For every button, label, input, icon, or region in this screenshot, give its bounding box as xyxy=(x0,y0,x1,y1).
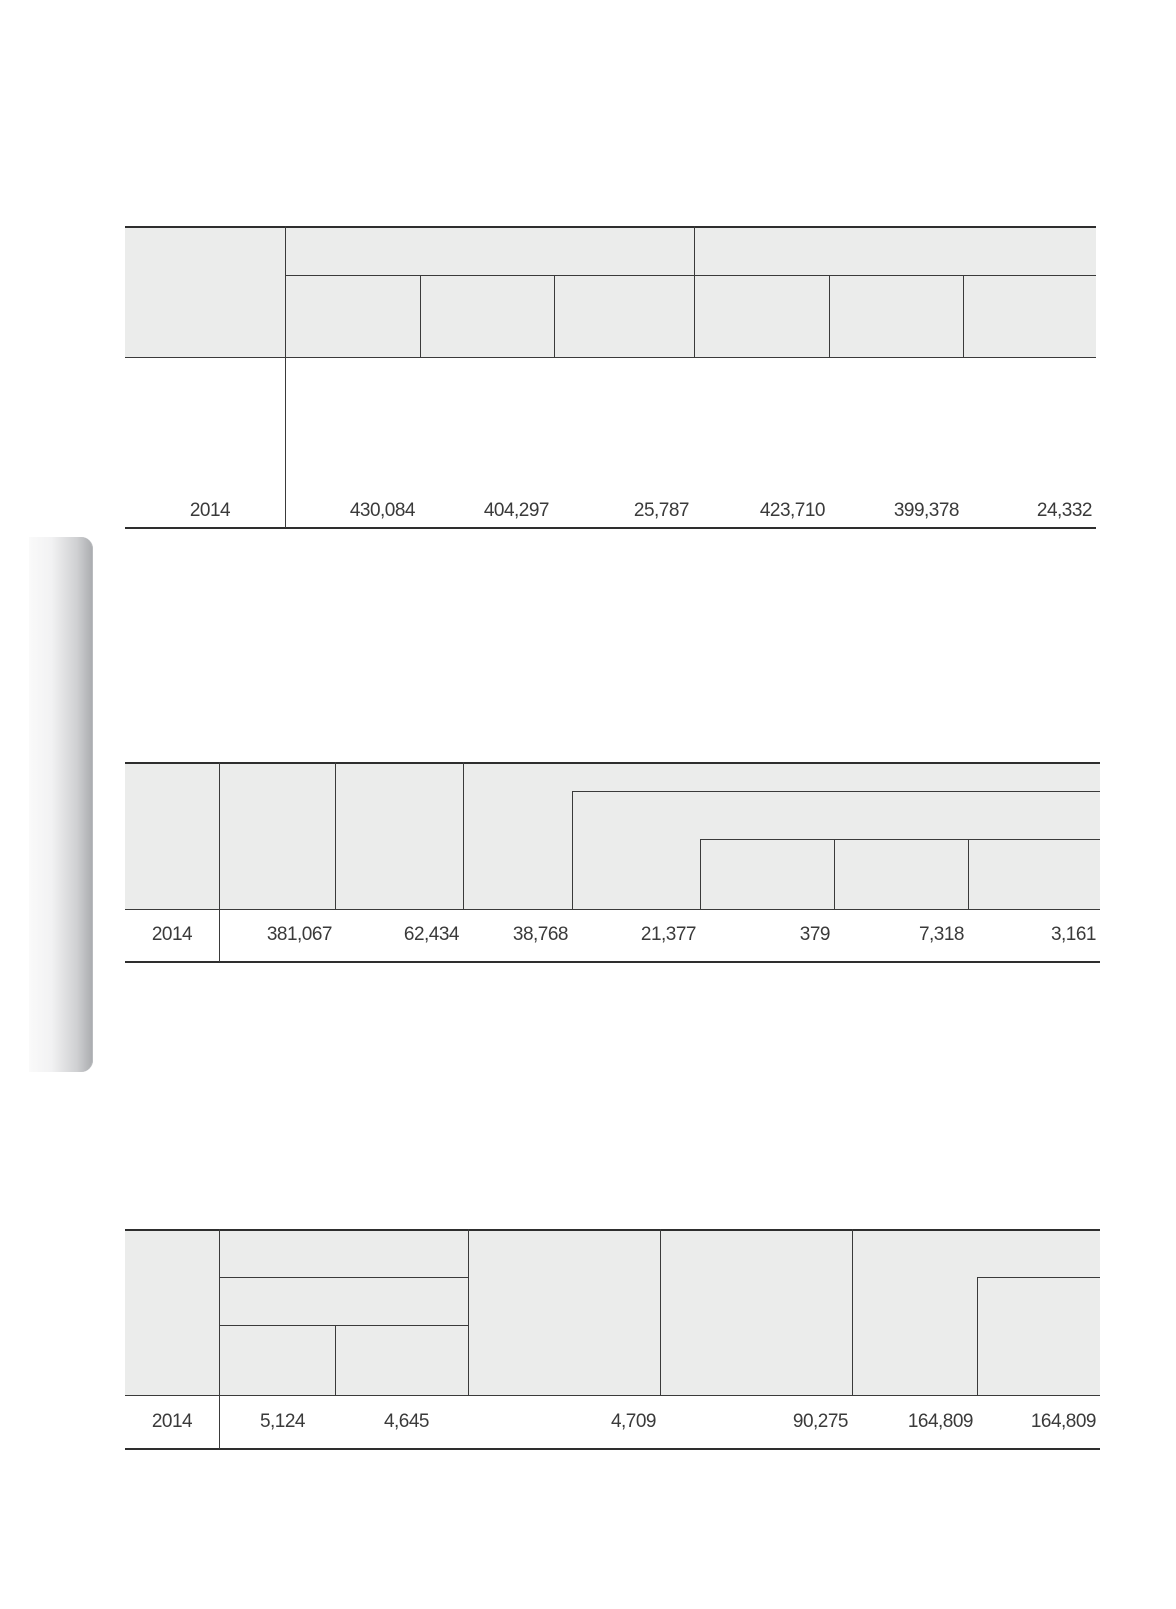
table-2-header-bottom-rule xyxy=(125,909,1100,910)
table-1-col-divider xyxy=(963,275,964,357)
table-2-subheader-rule xyxy=(572,791,1100,792)
table-2-value: 38,768 xyxy=(512,924,568,945)
table-1-value: 25,787 xyxy=(633,500,689,521)
table-3-col-divider xyxy=(852,1229,853,1395)
table-1-value: 24,332 xyxy=(1036,500,1092,521)
table-3-value: 5,124 xyxy=(259,1411,305,1432)
table-3-value: 90,275 xyxy=(792,1411,848,1432)
table-1-value: 399,378 xyxy=(893,500,959,521)
table-1-value: 430,084 xyxy=(349,500,415,521)
table-2-value: 379 xyxy=(799,924,830,945)
table-2-year: 2014 xyxy=(151,924,193,945)
table-2-stub-divider xyxy=(219,762,220,962)
table-1 xyxy=(125,226,1096,530)
table-1-top-rule xyxy=(125,226,1096,228)
table-2-value: 7,318 xyxy=(918,924,964,945)
table-2-col-divider xyxy=(834,839,835,909)
table-3-bottom-rule xyxy=(125,1448,1100,1450)
table-3-top-rule xyxy=(125,1229,1100,1231)
table-2-top-rule xyxy=(125,762,1100,764)
table-2-value: 62,434 xyxy=(403,924,459,945)
table-3-col-divider xyxy=(660,1229,661,1395)
table-1-subheader-rule xyxy=(285,275,1096,276)
table-3-header xyxy=(125,1229,1100,1395)
table-2-col-divider xyxy=(700,839,701,909)
table-2-value: 381,067 xyxy=(266,924,332,945)
table-3-subheader-rule xyxy=(219,1325,468,1326)
table-2 xyxy=(125,762,1100,964)
table-1-value: 404,297 xyxy=(483,500,549,521)
table-3-header-bottom-rule xyxy=(125,1395,1100,1396)
table-2-subheader-rule xyxy=(700,839,1100,840)
table-3-value: 164,809 xyxy=(1030,1411,1096,1432)
table-2-value: 21,377 xyxy=(640,924,696,945)
table-3-stub-divider xyxy=(219,1229,220,1449)
table-2-header xyxy=(125,762,1100,909)
table-3-year: 2014 xyxy=(151,1411,193,1432)
table-1-header xyxy=(125,226,1096,357)
side-chapter-tab xyxy=(29,537,93,1072)
table-3 xyxy=(125,1229,1100,1451)
table-1-stub-divider xyxy=(285,226,286,528)
table-1-bottom-rule xyxy=(125,527,1096,529)
table-1-header-bottom-rule xyxy=(125,357,1096,358)
table-2-col-divider xyxy=(463,762,464,909)
table-3-col-divider xyxy=(977,1277,978,1395)
table-1-value: 423,710 xyxy=(759,500,825,521)
table-1-year: 2014 xyxy=(189,500,231,521)
table-3-value: 164,809 xyxy=(907,1411,973,1432)
table-2-bottom-rule xyxy=(125,961,1100,963)
table-1-col-divider xyxy=(829,275,830,357)
table-3-value: 4,645 xyxy=(383,1411,429,1432)
table-1-col-divider xyxy=(554,275,555,357)
table-2-col-divider xyxy=(572,791,573,909)
table-3-col-divider xyxy=(335,1325,336,1395)
table-1-col-divider xyxy=(420,275,421,357)
table-3-subheader-rule xyxy=(219,1277,468,1278)
table-3-value: 4,709 xyxy=(610,1411,656,1432)
table-2-col-divider xyxy=(335,762,336,909)
table-2-value: 3,161 xyxy=(1050,924,1096,945)
table-3-subheader-rule xyxy=(977,1277,1100,1278)
table-3-col-divider xyxy=(468,1229,469,1395)
table-1-group-divider xyxy=(694,226,695,357)
table-2-col-divider xyxy=(968,839,969,909)
